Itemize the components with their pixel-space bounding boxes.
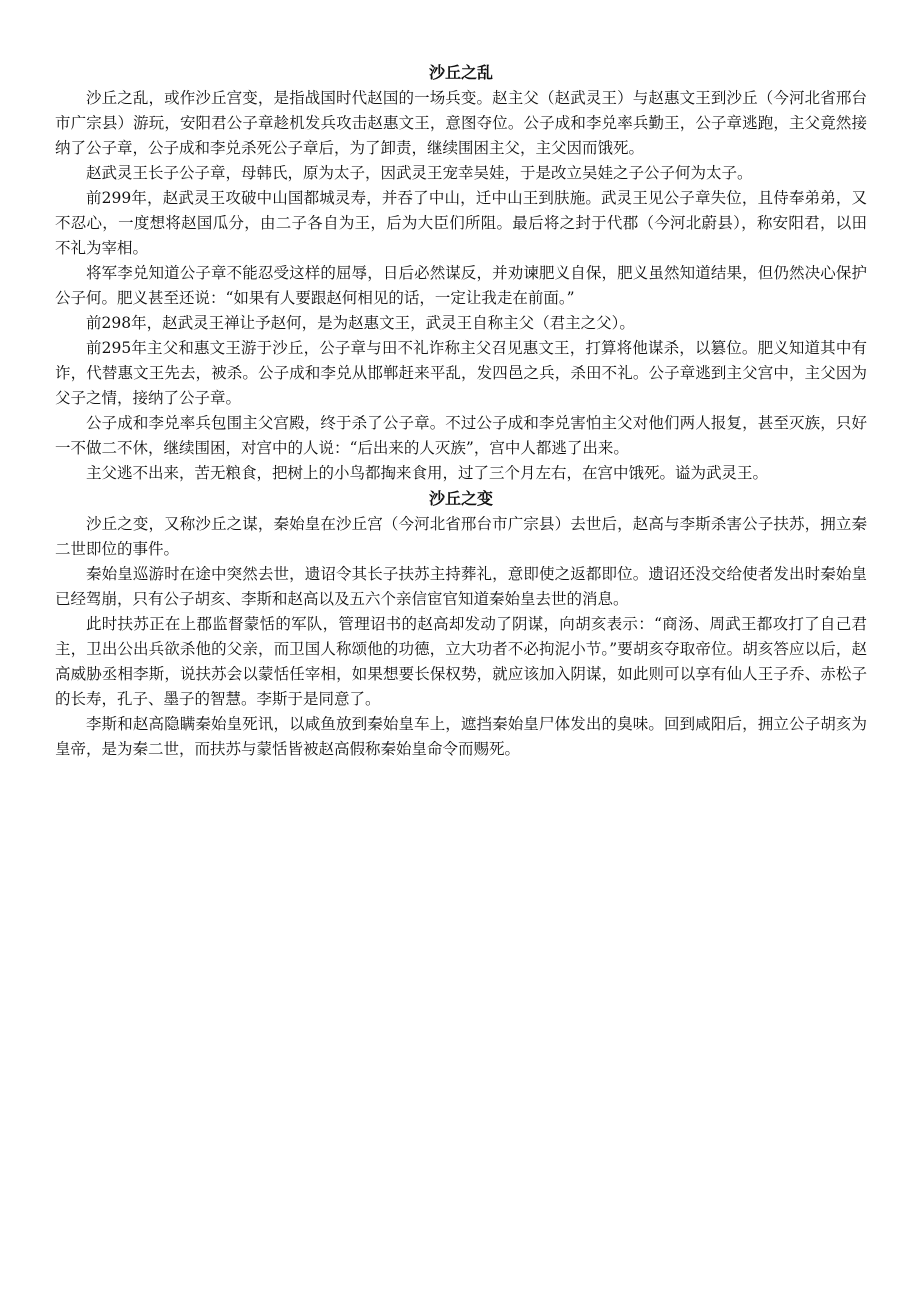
paragraph: 沙丘之乱，或作沙丘宫变，是指战国时代赵国的一场兵变。赵主父（赵武灵王）与赵惠文王到沙丘（今河北省邢台市广宗县）游玩，安阳君公子章趁机发兵攻击赵惠文王，意图夺位。公子成和李兑率兵勤王，公子章逃跑，主父竟然接纳了公子章，公子成和李兑杀死公子章后，为了卸责，继续围困主父，主父因而饿死。 — [55, 89, 867, 157]
paragraph: 前295年主父和惠文王游于沙丘，公子章与田不礼诈称主父召见惠文王，打算将他谋杀，以篡位。肥义知道其中有诈，代替惠文王先去，被杀。公子成和李兑从邯郸赶来平乱，发四邑之兵，杀田不礼。公子章逃到主父宫中，主父因为父子之情，接纳了公子章。 — [55, 339, 867, 407]
paragraph: 赵武灵王长子公子章，母韩氏，原为太子，因武灵王宠幸吴娃，于是改立吴娃之子公子何为太子。 — [86, 164, 753, 182]
paragraph: 此时扶苏正在上郡监督蒙恬的军队，管理诏书的赵高却发动了阴谋，向胡亥表示：“商汤、周武王都攻打了自己君主，卫出公出兵欲杀他的父亲，而卫国人称颂他的功德，立大功者不必拘泥小节。”要胡亥夺取帝位。胡亥答应以后，赵高威胁丞相李斯，说扶苏会以蒙恬任宰相，如果想要长保权势，就应该加入阴谋，如此则可以享有仙人王子乔、赤松子的长寿，孔子、墨子的智慧。李斯于是同意了。 — [55, 615, 867, 708]
paragraph: 前299年，赵武灵王攻破中山国都城灵寿，并吞了中山，迁中山王到肤施。武灵王见公子章失位，且侍奉弟弟，又不忍心，一度想将赵国瓜分，由二子各自为王，后为大臣们所阻。最后将之封于代郡（今河北蔚县），称安阳君，以田不礼为宰相。 — [55, 189, 867, 257]
paragraph: 将军李兑知道公子章不能忍受这样的屈辱，日后必然谋反，并劝谏肥义自保，肥义虽然知道结果，但仍然决心保护公子何。肥义甚至还说：“如果有人要跟赵何相见的话，一定让我走在前面。” — [55, 264, 867, 307]
paragraph: 公子成和李兑率兵包围主父宫殿，终于杀了公子章。不过公子成和李兑害怕主父对他们两人报复，甚至灭族，只好一不做二不休，继续围困，对宫中的人说：“后出来的人灭族”，宫中人都逃了出来。 — [55, 414, 867, 457]
paragraph: 李斯和赵高隐瞒秦始皇死讯，以咸鱼放到秦始皇车上，遮挡秦始皇尸体发出的臭味。回到咸阳后，拥立公子胡亥为皇帝，是为秦二世，而扶苏与蒙恬皆被赵高假称秦始皇命令而赐死。 — [55, 715, 867, 758]
section-title-shaqiu-zhiluan: 沙丘之乱 — [428, 63, 493, 82]
document-page — [55, 60, 867, 762]
paragraph: 秦始皇巡游时在途中突然去世，遗诏令其长子扶苏主持葬礼，意即使之返都即位。遗诏还没交给使者发出时秦始皇已经驾崩，只有公子胡亥、李斯和赵高以及五六个亲信宦官知道秦始皇去世的消息。 — [55, 565, 867, 608]
section-title-shaqiu-zhibian: 沙丘之变 — [428, 489, 493, 508]
paragraph: 前298年，赵武灵王禅让予赵何，是为赵惠文王，武灵王自称主父（君主之父）。 — [86, 314, 635, 332]
paragraph: 主父逃不出来，苦无粮食，把树上的小鸟都掏来食用，过了三个月左右，在宫中饿死。谥为武灵王。 — [86, 464, 769, 482]
paragraph: 沙丘之变，又称沙丘之谋，秦始皇在沙丘宫（今河北省邢台市广宗县）去世后，赵高与李斯杀害公子扶苏，拥立秦二世即位的事件。 — [55, 515, 867, 558]
